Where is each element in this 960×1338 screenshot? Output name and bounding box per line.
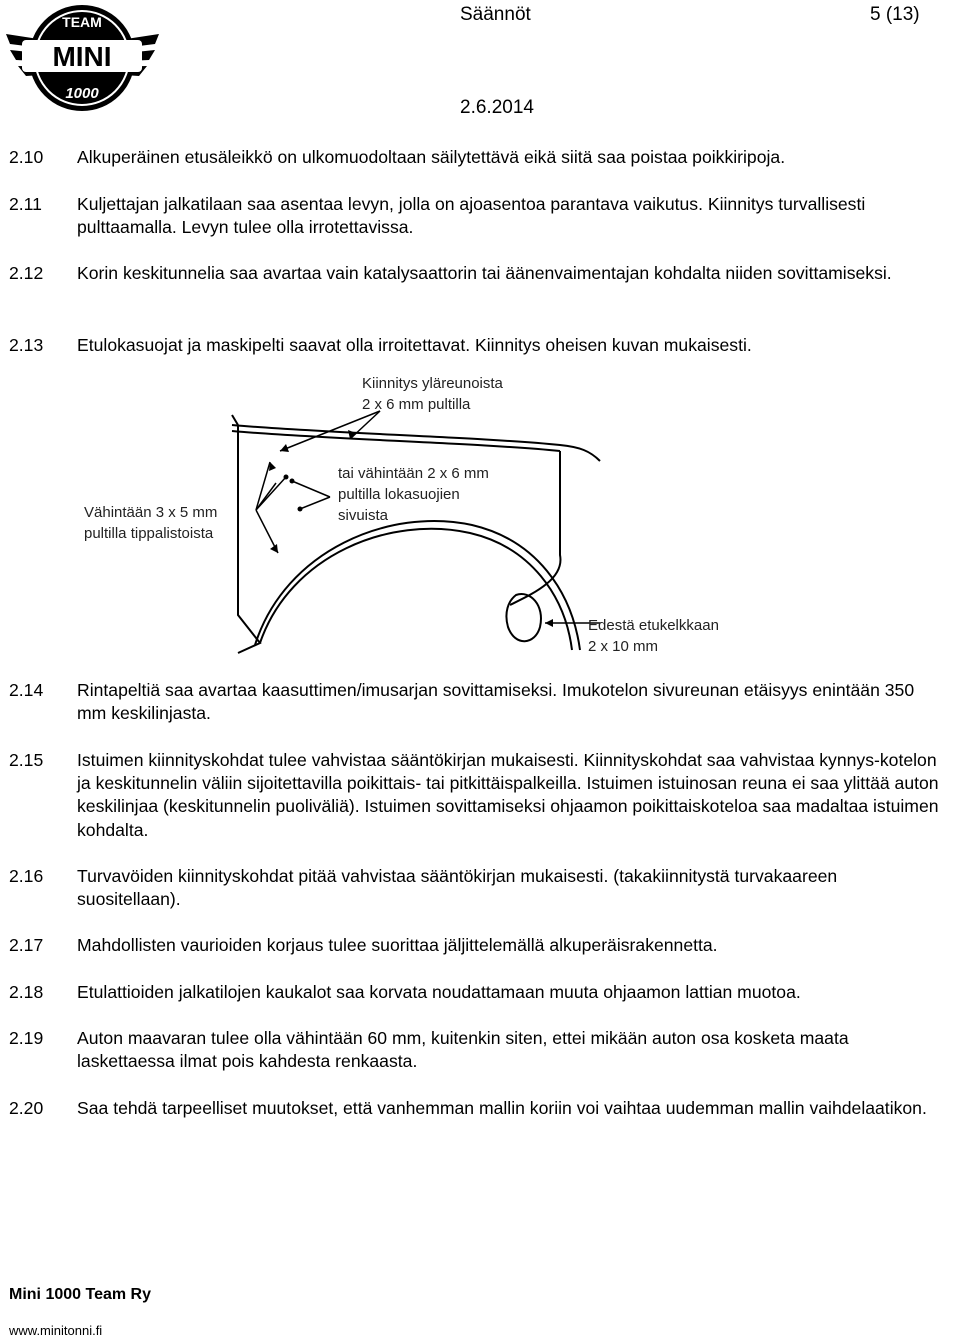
label-top-mounting [362, 373, 503, 415]
document-title: Säännöt [460, 4, 531, 25]
logo-main-text: MINI [52, 41, 112, 72]
rule-text: Rintapeltiä saa avartaa kaasuttimen/imusarjan sovittamiseksi. Imukotelon sivureunan etäisyys enintään 350 mm keskilinjasta. [77, 680, 915, 724]
document-date: 2.6.2014 [460, 97, 534, 118]
rule-text: Etulattioiden jalkatilojen kaukalot saa korvata noudattamaan muuta ohjaamon lattian muotoa. [77, 982, 801, 1002]
logo-bottom-text: 1000 [65, 85, 99, 102]
label-line: Edestä etukelkkaan [588, 617, 719, 634]
label-line: Vähintään 3 x 5 mm [84, 504, 218, 521]
label-line: 2 x 10 mm [588, 638, 659, 655]
label-front-mounting [588, 615, 719, 657]
rule-text: Kuljettajan jalkatilaan saa asentaa levyn, jolla on ajoasentoa parantava vaikutus. Kiinnitys turvallisesti pulttaamalla. Levyn tulee olla irrotettavissa. [77, 194, 866, 238]
rule-number: 2.12 [9, 263, 44, 283]
rule-number: 2.13 [9, 335, 44, 355]
label-line: pultilla lokasuojien [338, 486, 460, 503]
rule-number: 2.19 [9, 1028, 44, 1048]
rule-text: Mahdollisten vaurioiden korjaus tulee suorittaa jäljittelemällä alkuperäisrakennetta. [77, 935, 718, 955]
rule-number: 2.11 [9, 194, 42, 214]
label-side-mounting [338, 463, 489, 526]
label-line: tai vähintään 2 x 6 mm [338, 465, 489, 482]
rule-number: 2.20 [9, 1098, 44, 1118]
label-line: 2 x 6 mm pultilla [362, 396, 471, 413]
rule-number: 2.10 [9, 147, 44, 167]
rule-number: 2.15 [9, 750, 44, 770]
rule-number: 2.17 [9, 935, 44, 955]
label-line: Kiinnitys yläreunoista [362, 375, 503, 392]
rule-text: Auton maavaran tulee olla vähintään 60 mm, kuitenkin siten, ettei mikään auton osa kosketa maata laskettaessa ilmat pois kahdesta renkaasta. [77, 1028, 849, 1072]
footer-website: www.minitonni.fi [9, 1323, 103, 1338]
page-number: 5 (13) [870, 4, 920, 25]
winged-logo-icon [0, 0, 165, 118]
rule-number: 2.14 [9, 680, 44, 700]
rule-text: Turvavöiden kiinnityskohdat pitää vahvistaa sääntökirjan mukaisesti. (takakiinnitystä turvakaareen suositellaan). [77, 866, 838, 910]
rule-text: Korin keskitunnelia saa avartaa vain katalysaattorin tai äänenvaimentajan kohdalta niiden sovittamiseksi. [77, 263, 892, 283]
rule-text: Alkuperäinen etusäleikkö on ulkomuodoltaan säilytettävä eikä siitä saa poistaa poikkiripoja. [77, 147, 786, 167]
label-drip-rail-mounting [84, 502, 217, 544]
rule-text: Saa tehdä tarpeelliset muutokset, että vanhemman mallin koriin voi vaihtaa uudemman mallin vaihdelaatikon. [77, 1098, 927, 1118]
rule-number: 2.16 [9, 866, 44, 886]
rule-text: Etulokasuojat ja maskipelti saavat olla irroitettavat. Kiinnitys oheisen kuvan mukaisesti. [77, 335, 752, 355]
label-line: sivuista [338, 507, 389, 524]
logo-top-text: TEAM [62, 14, 102, 30]
fender-mounting-diagram [60, 365, 780, 665]
label-line: pultilla tippalistoista [84, 525, 214, 542]
rule-text: Istuimen kiinnityskohdat tulee vahvistaa sääntökirjan mukaisesti. Kiinnityskohdat saa vahvistaa kynnys-kotelon ja keskitunnelin väliin sijoitettavilla poikittais- tai pitkittäispalkeilla. Istuimen istuinosan reuna ei saa ylittää auton keskilinjaa (keskitunnelin puoliväliä). Istuimen sovittamiseksi ohjaamon poikittaiskoteloa saa madaltaa istuimen kohdalta. [77, 750, 939, 840]
rule-number: 2.18 [9, 982, 44, 1002]
footer-organization: Mini 1000 Team Ry [9, 1286, 151, 1303]
